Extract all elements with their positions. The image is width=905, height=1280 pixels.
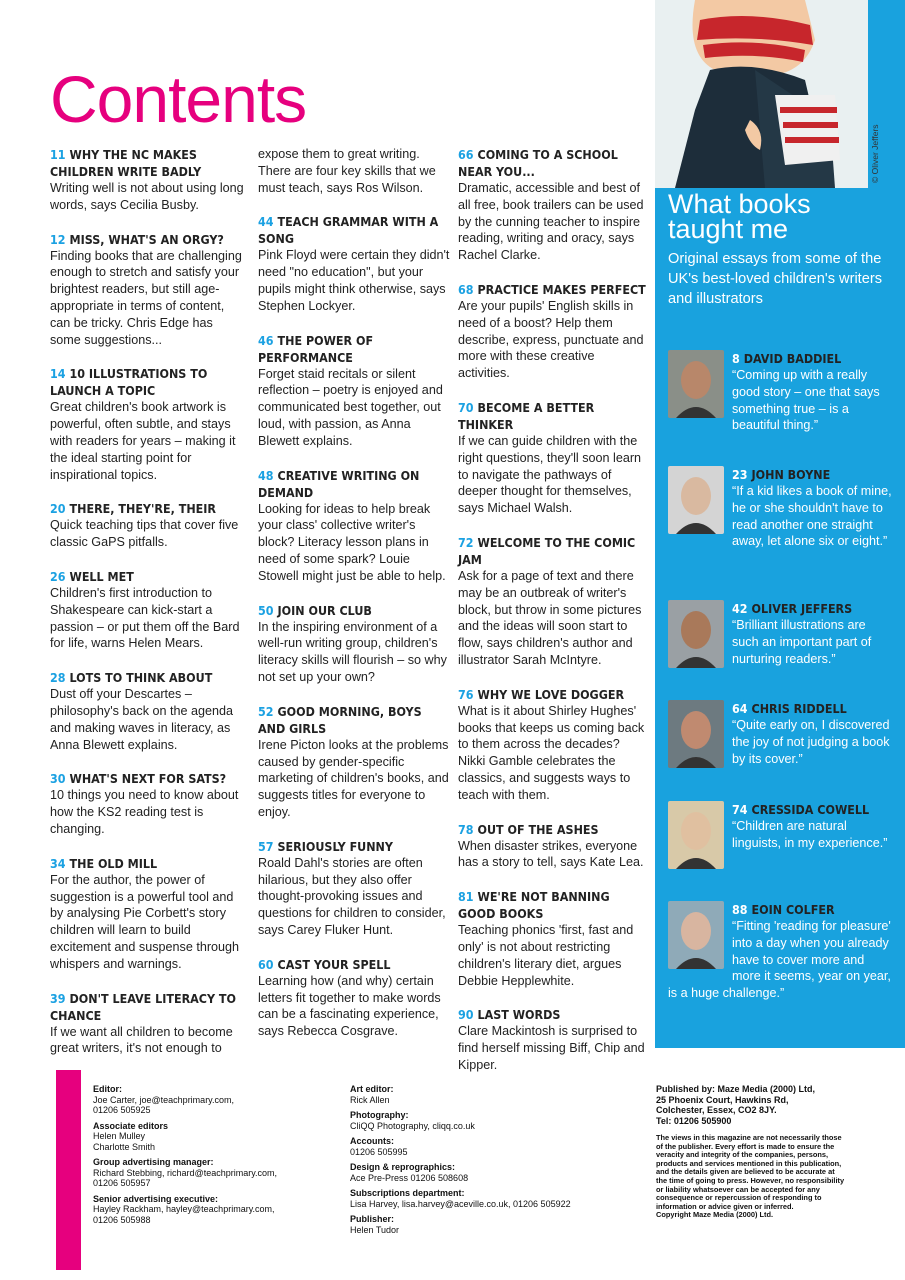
contents-entry <box>50 770 246 837</box>
author-entry <box>668 350 893 434</box>
contents-column-3 <box>458 146 648 1091</box>
contents-entry <box>458 281 648 382</box>
entry-page-number: 81 <box>458 889 474 905</box>
masthead-production <box>350 1084 571 1240</box>
masthead-line: Charlotte Smith <box>93 1141 156 1152</box>
entry-heading <box>50 990 246 1024</box>
entry-heading <box>50 146 246 180</box>
entry-page-number: 66 <box>458 147 474 162</box>
masthead-line: CliQQ Photography, cliqq.co.uk <box>350 1120 475 1131</box>
author-page-number: 42 <box>732 601 748 616</box>
entry-page-number: 26 <box>50 568 66 584</box>
contents-entry <box>458 399 648 517</box>
contents-entry <box>50 146 246 214</box>
entry-title: 10 ILLUSTRATIONS TO LAUNCH A TOPIC <box>50 366 208 399</box>
entry-page-number: 52 <box>258 703 274 719</box>
contents-entry <box>258 332 450 450</box>
entry-title: WELCOME TO THE COMIC JAM <box>458 534 636 567</box>
author-page-number: 74 <box>732 802 748 817</box>
entry-page-number: 12 <box>50 231 66 247</box>
entry-page-number: 90 <box>458 1007 474 1023</box>
author-page-number: 88 <box>732 902 748 917</box>
author-name: OLIVER JEFFERS <box>751 601 853 616</box>
entry-title: WHY WE LOVE DOGGER <box>477 686 625 702</box>
sidebar-intro: Original essays from some of the UK's best-loved children's writers and illustrators <box>668 251 883 307</box>
author-photo <box>668 801 724 869</box>
masthead-line: Helen Mulley <box>93 1131 146 1141</box>
entry-title: LOTS TO THINK ABOUT <box>69 670 213 686</box>
contents-entry <box>458 534 648 669</box>
contents-entry <box>258 467 450 585</box>
entry-description: What is it about Shirley Hughes' books that keeps us coming back to them across the decades? Nikki Gamble celebrates the classics, and suggests ways to teach with them. <box>458 703 645 802</box>
entry-description: Irene Picton looks at the problems caused by gender-specific marketing of children's books, and suggests titles for everyone to enjoy. <box>258 737 449 819</box>
entry-heading <box>258 703 450 737</box>
entry-description: In the inspiring environment of a well-run writing group, children's literacy skills will flourish – so why not set up your own? <box>258 619 447 684</box>
contents-entry <box>258 213 450 314</box>
author-entry <box>668 801 893 871</box>
page-title: Contents <box>50 62 307 136</box>
entry-page-number: 60 <box>258 956 274 972</box>
contents-entry <box>258 956 450 1040</box>
entry-page-number: 28 <box>50 670 66 686</box>
entry-heading <box>50 365 246 399</box>
entry-title: JOIN OUR CLUB <box>277 602 372 618</box>
entry-page-number: 76 <box>458 686 474 702</box>
entry-continued-text: expose them to great writing. There are four key skills that we must teach, says Ros Wilson. <box>258 147 436 195</box>
masthead-line: Ace Pre-Press 01206 508608 <box>350 1172 469 1183</box>
entry-heading <box>458 821 648 838</box>
masthead-label: Design & reprographics: <box>350 1162 456 1172</box>
entry-page-number: 57 <box>258 838 274 854</box>
image-credit: © Oliver Jeffers <box>870 124 880 183</box>
entry-title: MISS, WHAT'S AN ORGY? <box>69 231 224 247</box>
entry-title: WHAT'S NEXT FOR SATS? <box>69 771 227 787</box>
entry-heading <box>50 770 246 787</box>
contents-entry <box>258 602 450 686</box>
entry-heading <box>258 213 450 247</box>
masthead-line: Richard Stebbing, richard@teachprimary.com, <box>93 1167 278 1178</box>
author-name: CHRIS RIDDELL <box>751 701 847 716</box>
author-entry <box>668 700 893 770</box>
entry-title: THERE, THEY'RE, THEIR <box>69 501 217 517</box>
author-entry <box>668 600 893 670</box>
author-quote: “Quite early on, I discovered the joy of not judging a book by its cover.” <box>732 718 890 766</box>
pink-accent-bar <box>56 1070 81 1270</box>
entry-heading <box>258 467 450 501</box>
entry-title: DON'T LEAVE LITERACY TO CHANCE <box>50 990 236 1023</box>
masthead-block <box>93 1084 277 1116</box>
masthead-line: 01206 505995 <box>350 1146 408 1157</box>
author-entry <box>668 901 893 1002</box>
entry-title: SERIOUSLY FUNNY <box>277 838 393 854</box>
entry-title: BECOME A BETTER THINKER <box>458 399 595 432</box>
masthead-block <box>350 1084 571 1105</box>
author-name: DAVID BADDIEL <box>743 351 842 366</box>
entry-title: OUT OF THE ASHES <box>477 821 599 837</box>
publisher-line: Published by: Maze Media (2000) Ltd, <box>656 1084 816 1094</box>
masthead-label: Subscriptions department: <box>350 1188 465 1198</box>
author-photo <box>668 350 724 418</box>
masthead-line: Lisa Harvey, lisa.harvey@aceville.co.uk, 01206 505922 <box>350 1198 571 1209</box>
entry-description: Finding books that are challenging enough to stretch and satisfy your brightest readers, but still age-appropriate in terms of content, can be tricky. Chris Edge has some suggestions... <box>50 248 242 347</box>
entry-description: Learning how (and why) certain letters fit together to make words can be a fascinating experience, says Rebecca Cosgrave. <box>258 973 441 1039</box>
author-page-number: 8 <box>732 351 740 366</box>
contents-entry <box>458 146 648 264</box>
contents-entry <box>458 888 648 989</box>
contents-entry <box>50 500 246 551</box>
masthead-publisher <box>656 1084 846 1220</box>
author-name: JOHN BOYNE <box>751 467 831 482</box>
masthead-line: Helen Tudor <box>350 1224 400 1235</box>
entry-description: Dust off your Descartes – philosophy's back on the agenda and making waves in literacy, as Anna Blewett explains. <box>50 687 234 752</box>
entry-description: Roald Dahl's stories are often hilarious, but they also offer thought-provoking issues and questions for children to consider, says Carey Fluker Hunt. <box>258 855 446 937</box>
entry-heading <box>258 332 450 366</box>
entry-title: THE OLD MILL <box>69 855 158 871</box>
contents-entry <box>50 990 246 1058</box>
entry-heading <box>50 669 246 686</box>
entry-heading <box>258 838 450 855</box>
contents-entry <box>258 703 450 821</box>
entry-page-number: 20 <box>50 501 66 517</box>
author-quote: “Coming up with a really good story – one that says something true – is a beautiful thing.” <box>732 368 880 433</box>
entry-page-number: 34 <box>50 855 66 871</box>
author-photo <box>668 901 724 969</box>
author-quote: “Brilliant illustrations are such an important part of nurturing readers.” <box>732 618 872 666</box>
entry-heading <box>258 956 450 973</box>
entry-page-number: 46 <box>258 332 274 348</box>
masthead-block <box>350 1188 571 1209</box>
author-name: EOIN COLFER <box>751 902 835 917</box>
entry-description: Great children's book artwork is powerful, often subtle, and stays with readers for years – making it the ideal starting point for inspirational topics. <box>50 400 236 482</box>
entry-page-number: 39 <box>50 990 66 1006</box>
publisher-line: Colchester, Essex, CO2 8JY. <box>656 1105 777 1115</box>
masthead-line: 01206 505988 <box>93 1214 151 1225</box>
contents-entry <box>458 1006 648 1073</box>
entry-description: Are your pupils' English skills in need of a boost? Help them describe, express, punctuate and more with these creative activities. <box>458 298 644 381</box>
author-page-number: 64 <box>732 701 748 716</box>
entry-heading <box>458 888 648 922</box>
masthead-label: Publisher: <box>350 1214 395 1224</box>
illustration-art <box>655 0 868 188</box>
entry-title: THE POWER OF PERFORMANCE <box>258 332 374 365</box>
contents-column-1 <box>50 146 246 1074</box>
contents-entry <box>50 669 246 753</box>
entry-heading <box>458 1006 648 1023</box>
masthead-label: Art editor: <box>350 1084 394 1094</box>
entry-page-number: 44 <box>258 214 274 230</box>
author-quote: “Children are natural linguists, in my experience.” <box>732 819 888 850</box>
entry-description: Dramatic, accessible and best of all free, book trailers can be used by the cunning teacher to inspire reading, writing and oracy, says Rachel Clarke. <box>458 181 644 263</box>
masthead-label: Group advertising manager: <box>93 1157 214 1167</box>
masthead-line: Rick Allen <box>350 1094 390 1105</box>
entry-description: Forget staid recitals or silent reflection – poetry is enjoyed and communicated best together, out loud, with passion, as Anna Blewett explains. <box>258 366 443 448</box>
illustration <box>655 0 868 188</box>
entry-description: Writing well is not about using long words, says Cecilia Busby. <box>50 181 244 212</box>
entry-page-number: 30 <box>50 771 66 787</box>
author-entry <box>668 466 893 550</box>
contents-entry <box>458 686 648 804</box>
entry-description: Teaching phonics 'first, fast and only' is not about restricting children's literary diet, argues Debbie Hepplewhite. <box>458 923 634 988</box>
entry-description: Clare Mackintosh is surprised to find herself missing Biff, Chip and Kipper. <box>458 1024 645 1072</box>
entry-description: If we can guide children with the right questions, they'll soon learn to navigate the pathways of deeper thought for themselves, says Michael Walsh. <box>458 433 642 516</box>
masthead-line: Hayley Rackham, hayley@teachprimary.com, <box>93 1204 275 1214</box>
publisher-address <box>656 1084 846 1126</box>
entry-heading <box>458 399 648 433</box>
entry-title: CREATIVE WRITING ON DEMAND <box>258 467 420 500</box>
masthead-label: Photography: <box>350 1110 409 1120</box>
author-quote: “Fitting 'reading for pleasure' into a day when you already have to cover more and more it seems, year on year, is a huge challenge.” <box>668 919 891 1001</box>
sidebar-title: What books taught me <box>668 189 811 244</box>
entry-page-number: 70 <box>458 399 474 415</box>
entry-title: PRACTICE MAKES PERFECT <box>477 281 646 297</box>
masthead-line: Joe Carter, joe@teachprimary.com, <box>93 1094 235 1105</box>
entry-heading <box>50 500 246 517</box>
contents-column-2 <box>258 146 450 1057</box>
entry-description: Quick teaching tips that cover five classic GaPS pitfalls. <box>50 518 239 550</box>
entry-page-number: 50 <box>258 602 274 618</box>
entry-description: Looking for ideas to help break your class' collective writer's block? Literacy lesson plans in need of some spark? Louie Stowell might just be able to help. <box>258 501 446 583</box>
entry-page-number: 14 <box>50 366 66 382</box>
contents-entry <box>50 568 246 652</box>
author-photo <box>668 466 724 534</box>
copyright: Copyright Maze Media (2000) Ltd. <box>656 1210 774 1220</box>
author-name: CRESSIDA COWELL <box>751 802 870 817</box>
entry-heading <box>458 146 648 180</box>
publisher-line: 25 Phoenix Court, Hawkins Rd, <box>656 1094 789 1105</box>
masthead-line: 01206 505957 <box>93 1178 151 1188</box>
masthead-staff <box>93 1084 277 1230</box>
masthead-block <box>93 1121 277 1153</box>
entry-title: COMING TO A SCHOOL NEAR YOU... <box>458 147 618 179</box>
contents-entry <box>50 231 246 349</box>
masthead-label: Editor: <box>93 1084 122 1094</box>
entry-description: For the author, the power of suggestion is a powerful tool and by analysing Pie Corbett's story children will learn to build excitement and suspense through whispers and warnings. <box>50 872 240 971</box>
masthead-block <box>350 1214 571 1235</box>
entry-heading <box>458 281 648 298</box>
contents-entry <box>258 838 450 939</box>
entry-page-number: 48 <box>258 467 274 483</box>
entry-description: Pink Floyd were certain they didn't need "no education", but your pupils might think otherwise, says Stephen Lockyer. <box>258 248 450 313</box>
author-page-number: 23 <box>732 467 748 482</box>
entry-page-number: 68 <box>458 281 474 297</box>
entry-heading <box>50 855 246 872</box>
entry-heading <box>258 602 450 619</box>
entry-title: LAST WORDS <box>477 1007 561 1023</box>
masthead-footer <box>56 1070 856 1270</box>
entry-title: WHY THE NC MAKES CHILDREN WRITE BADLY <box>50 147 202 179</box>
entry-description: If we want all children to become great writers, it's not enough to <box>50 1024 233 1056</box>
masthead-block <box>350 1162 571 1183</box>
entry-description: 10 things you need to know about how the KS2 reading test is changing. <box>50 788 239 836</box>
author-photo <box>668 700 724 768</box>
entry-heading <box>50 231 246 248</box>
entry-title: CAST YOUR SPELL <box>277 956 391 972</box>
entry-page-number: 11 <box>50 147 66 162</box>
feature-sidebar <box>655 0 905 1048</box>
entry-heading <box>50 568 246 585</box>
entry-title: TEACH GRAMMAR WITH A SONG <box>258 214 439 247</box>
entry-page-number: 72 <box>458 534 474 550</box>
publisher-line: Tel: 01206 505900 <box>656 1115 732 1126</box>
masthead-block <box>93 1157 277 1189</box>
masthead-label: Accounts: <box>350 1136 395 1146</box>
entry-description: When disaster strikes, everyone has a story to tell, says Kate Lea. <box>458 838 644 870</box>
entry-title: WE'RE NOT BANNING GOOD BOOKS <box>458 889 610 922</box>
entry-heading <box>458 534 648 568</box>
contents-entry <box>458 821 648 872</box>
masthead-block <box>350 1110 571 1131</box>
masthead-line: 01206 505925 <box>93 1105 151 1115</box>
author-photo <box>668 600 724 668</box>
entry-title: WELL MET <box>69 568 134 584</box>
entry-title: GOOD MORNING, BOYS AND GIRLS <box>258 703 422 736</box>
masthead-label: Associate editors <box>93 1120 169 1131</box>
masthead-label: Senior advertising executive: <box>93 1193 219 1204</box>
entry-description: Children's first introduction to Shakespeare can kick-start a passion – or put them off the Bard for life, warns Helen Mears. <box>50 585 240 651</box>
disclaimer: The views in this magazine are not necessarily those of the publisher. Every effort is made to ensure the veracity and integrity of the companies, persons, products and services mentioned in this publication, and the details given are believed to be accurate at the time of going to press. However, no responsibility or liability whatsoever can be accepted for any consequence or repercussion of responding to information or advice given or inferred. <box>656 1133 845 1211</box>
entry-page-number: 78 <box>458 821 474 837</box>
contents-entry <box>50 855 246 973</box>
entry-description: Ask for a page of text and there may be an outbreak of writer's block, but throw in some pictures and the ideas will soon start to flow, says children's author and illustrator Sarah McIntyre. <box>458 568 642 667</box>
author-quote: “If a kid likes a book of mine, he or she shouldn't have to read another one straight away, let alone six or eight.” <box>732 484 892 549</box>
masthead-block <box>93 1194 277 1226</box>
entry-heading <box>458 686 648 703</box>
masthead-block <box>350 1136 571 1157</box>
contents-entry <box>50 365 246 483</box>
